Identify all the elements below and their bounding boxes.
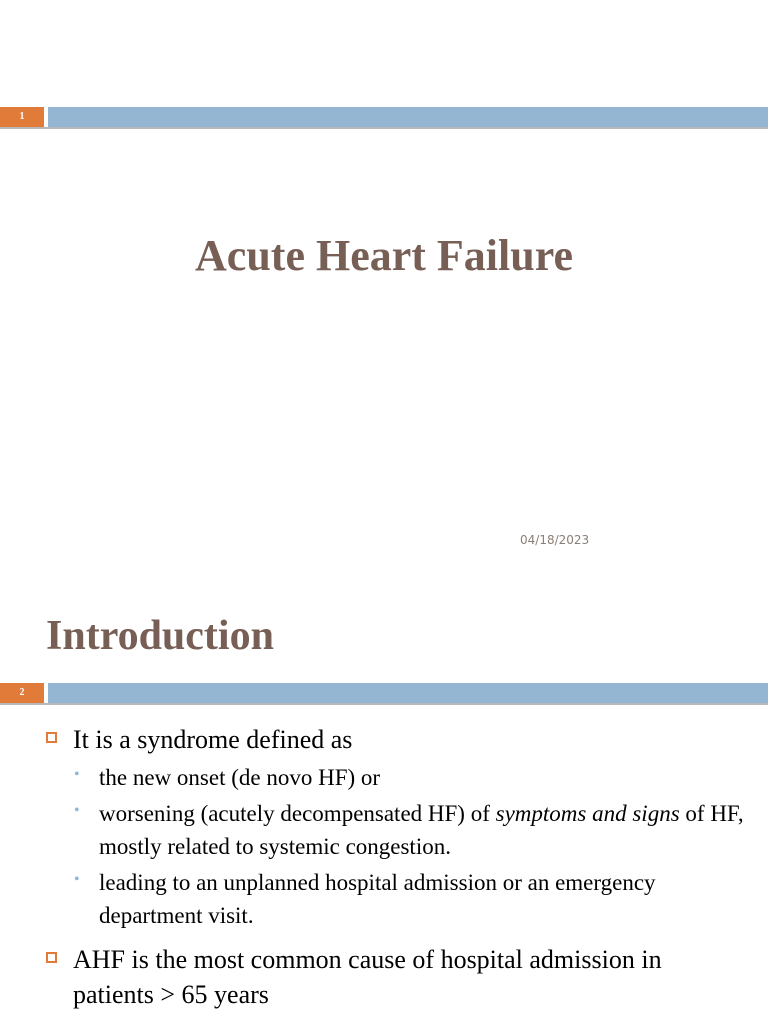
bullet-text: It is a syndrome defined as xyxy=(73,725,353,754)
square-bullet-icon xyxy=(46,732,57,743)
bullet-text: AHF is the most common cause of hospital admission in patients > 65 years xyxy=(73,945,662,1009)
bullet-level-2 xyxy=(73,761,746,794)
slide-2-header-bar xyxy=(0,683,768,705)
bullet-level-2 xyxy=(73,797,746,863)
header-bar-shadow xyxy=(0,703,768,705)
header-bar-shadow xyxy=(0,127,768,129)
slide-number-badge: 2 xyxy=(0,683,44,703)
square-bullet-icon xyxy=(46,952,57,963)
slide-1-date: 04/18/2023 xyxy=(520,533,590,547)
dot-bullet-icon: • xyxy=(74,871,80,888)
bullet-level-1 xyxy=(46,722,746,757)
header-bar-blue xyxy=(48,683,768,703)
bullet-text: leading to an unplanned hospital admission or an emergency department visit. xyxy=(99,870,656,928)
slide-1-header-bar xyxy=(0,107,768,129)
slide-1-title: Acute Heart Failure xyxy=(195,231,573,280)
bullet-level-1 xyxy=(46,942,746,1012)
header-bar-blue xyxy=(48,107,768,127)
slide-number-badge: 1 xyxy=(0,107,44,127)
slide-2-content xyxy=(46,722,746,1016)
slide-2-title: Introduction xyxy=(46,613,274,659)
bullet-text-pre: worsening (acutely decompensated HF) of xyxy=(99,801,496,826)
bullet-level-2 xyxy=(73,866,746,932)
bullet-text-post: of HF, mostly related to systemic congestion. xyxy=(99,801,744,859)
dot-bullet-icon: • xyxy=(74,766,80,783)
bullet-text-emphasis: symptoms and signs xyxy=(495,801,680,826)
dot-bullet-icon: • xyxy=(74,802,80,819)
bullet-text: the new onset (de novo HF) or xyxy=(99,765,381,790)
